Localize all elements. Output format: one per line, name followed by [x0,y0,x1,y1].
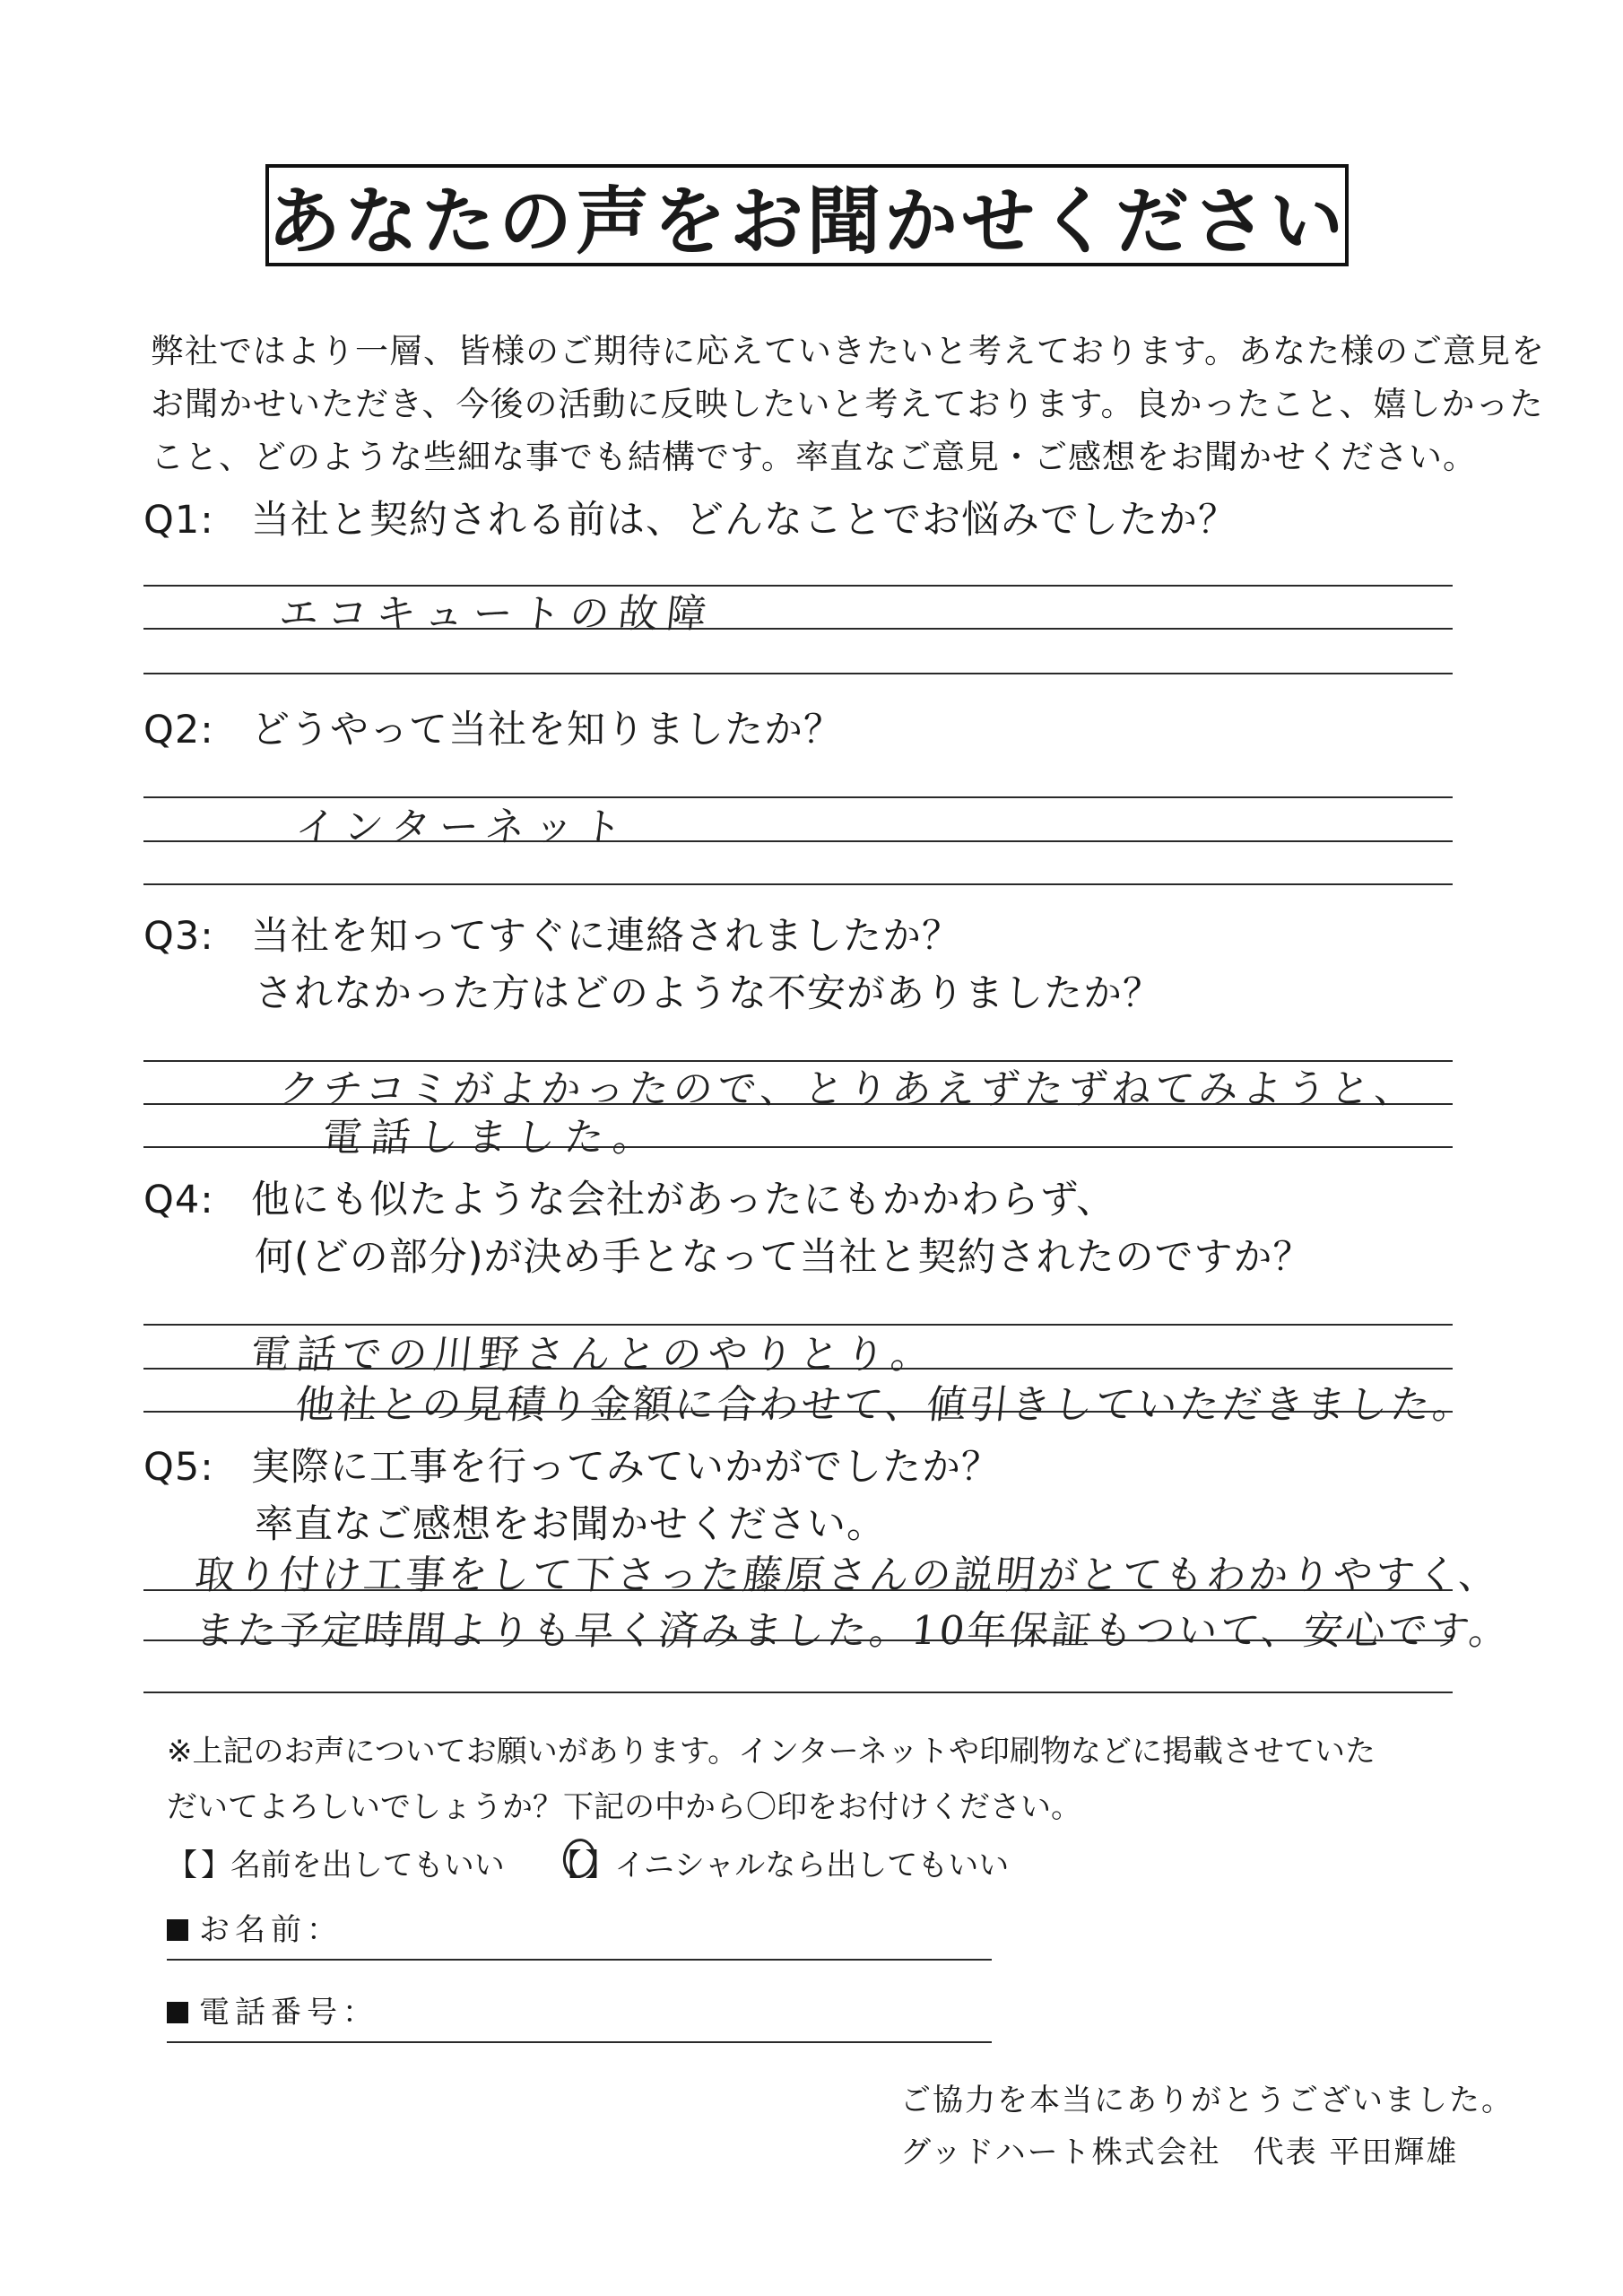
answer-line [143,673,1453,674]
question-text: されなかった方はどのような不安がありましたか？ [255,971,1162,1016]
handwritten-answer: また予定時間よりも早く済みました。10年保証もついて、安心です。 [192,1608,1514,1654]
question-text: どうやって当社を知りましたか？ [251,708,843,752]
name-ok-label: 名前を出してもいい [230,1848,505,1883]
answer-line [143,883,1453,885]
handwritten-answer: クチコミがよかったので、とりあえずたずねてみようと、 [276,1066,1421,1112]
intro-paragraph [151,325,1546,483]
question-1 [143,491,1237,549]
question-number: Q2: [143,708,214,752]
notice-line: ※上記のお声についてお願いがあります。インターネットや印刷物などに掲載させていた [167,1734,1376,1770]
name-field [167,1905,343,1949]
publication-notice [167,1724,1376,1835]
intro-line: お聞かせいただき、今後の活動に反映したいと考えております。良かったこと、嬉しかった [151,385,1544,423]
question-number: Q3: [143,914,214,959]
initial-ok-checkbox[interactable]: 【 】 [551,1840,604,1884]
name-input-line[interactable] [167,1959,992,1961]
phone-label: 電話番号： [199,1995,378,2031]
consent-options [167,1840,1009,1884]
title-box [265,164,1349,266]
question-text: 当社を知ってすぐに連絡されましたか？ [251,914,961,959]
phone-field [167,1987,378,2031]
name-ok-checkbox[interactable]: 【 】 [167,1848,231,1883]
question-text: 何(どの部分)が決め手となって当社と契約されたのですか？ [255,1235,1313,1280]
question-3 [143,908,1162,1022]
intro-line: こと、どのような些細な事でも結構です。率直なご意見・ご感想をお聞かせください。 [151,438,1478,476]
notice-line: だいてよろしいでしょうか？下記の中から〇印をお付けください。 [167,1789,1081,1825]
handwritten-answer: 電話しました。 [319,1115,664,1161]
question-text: 当社と契約される前は、どんなことでお悩みでしたか？ [251,498,1237,543]
answer-line [143,1692,1453,1693]
question-text: 率直なご感想をお聞かせください。 [255,1502,886,1547]
question-2 [143,701,843,759]
page-title: あなたの声をお聞かせください [267,178,1348,265]
square-bullet-icon [167,1919,188,1941]
question-text: 実際に工事を行ってみていかがでしたか？ [251,1445,1001,1490]
phone-input-line[interactable] [167,2041,992,2043]
handwritten-answer: エコキュートの故障 [276,591,718,637]
question-5 [143,1439,1001,1553]
handwritten-answer: 電話での川野さんとのやりとり。 [247,1332,940,1378]
handwritten-answer: インターネット [292,804,634,850]
handwritten-answer: 他社との見積り金額に合わせて、値引きしていただきました。 [292,1382,1478,1428]
question-number: Q5: [143,1445,214,1490]
square-bullet-icon [167,2002,188,2023]
company-signature: グッドハート株式会社 代表 平田輝雄 [900,2135,1459,2170]
name-label: お名前： [199,1912,343,1948]
thanks-message: ご協力を本当にありがとうございました。 [900,2083,1514,2118]
question-4 [143,1171,1313,1286]
intro-line: 弊社ではより一層、皆様のご期待に応えていきたいと考えております。あなた様のご意見を [151,332,1546,370]
question-number: Q1: [143,498,214,543]
question-number: Q4: [143,1178,214,1222]
handwritten-answer: 取り付け工事をして下さった藤原さんの説明がとてもわかりやすく、 [192,1552,1504,1598]
initial-ok-label: イニシャルなら出してもいい [614,1848,1010,1883]
question-text: 他にも似たような会社があったにもかかわらず、 [251,1178,1116,1222]
